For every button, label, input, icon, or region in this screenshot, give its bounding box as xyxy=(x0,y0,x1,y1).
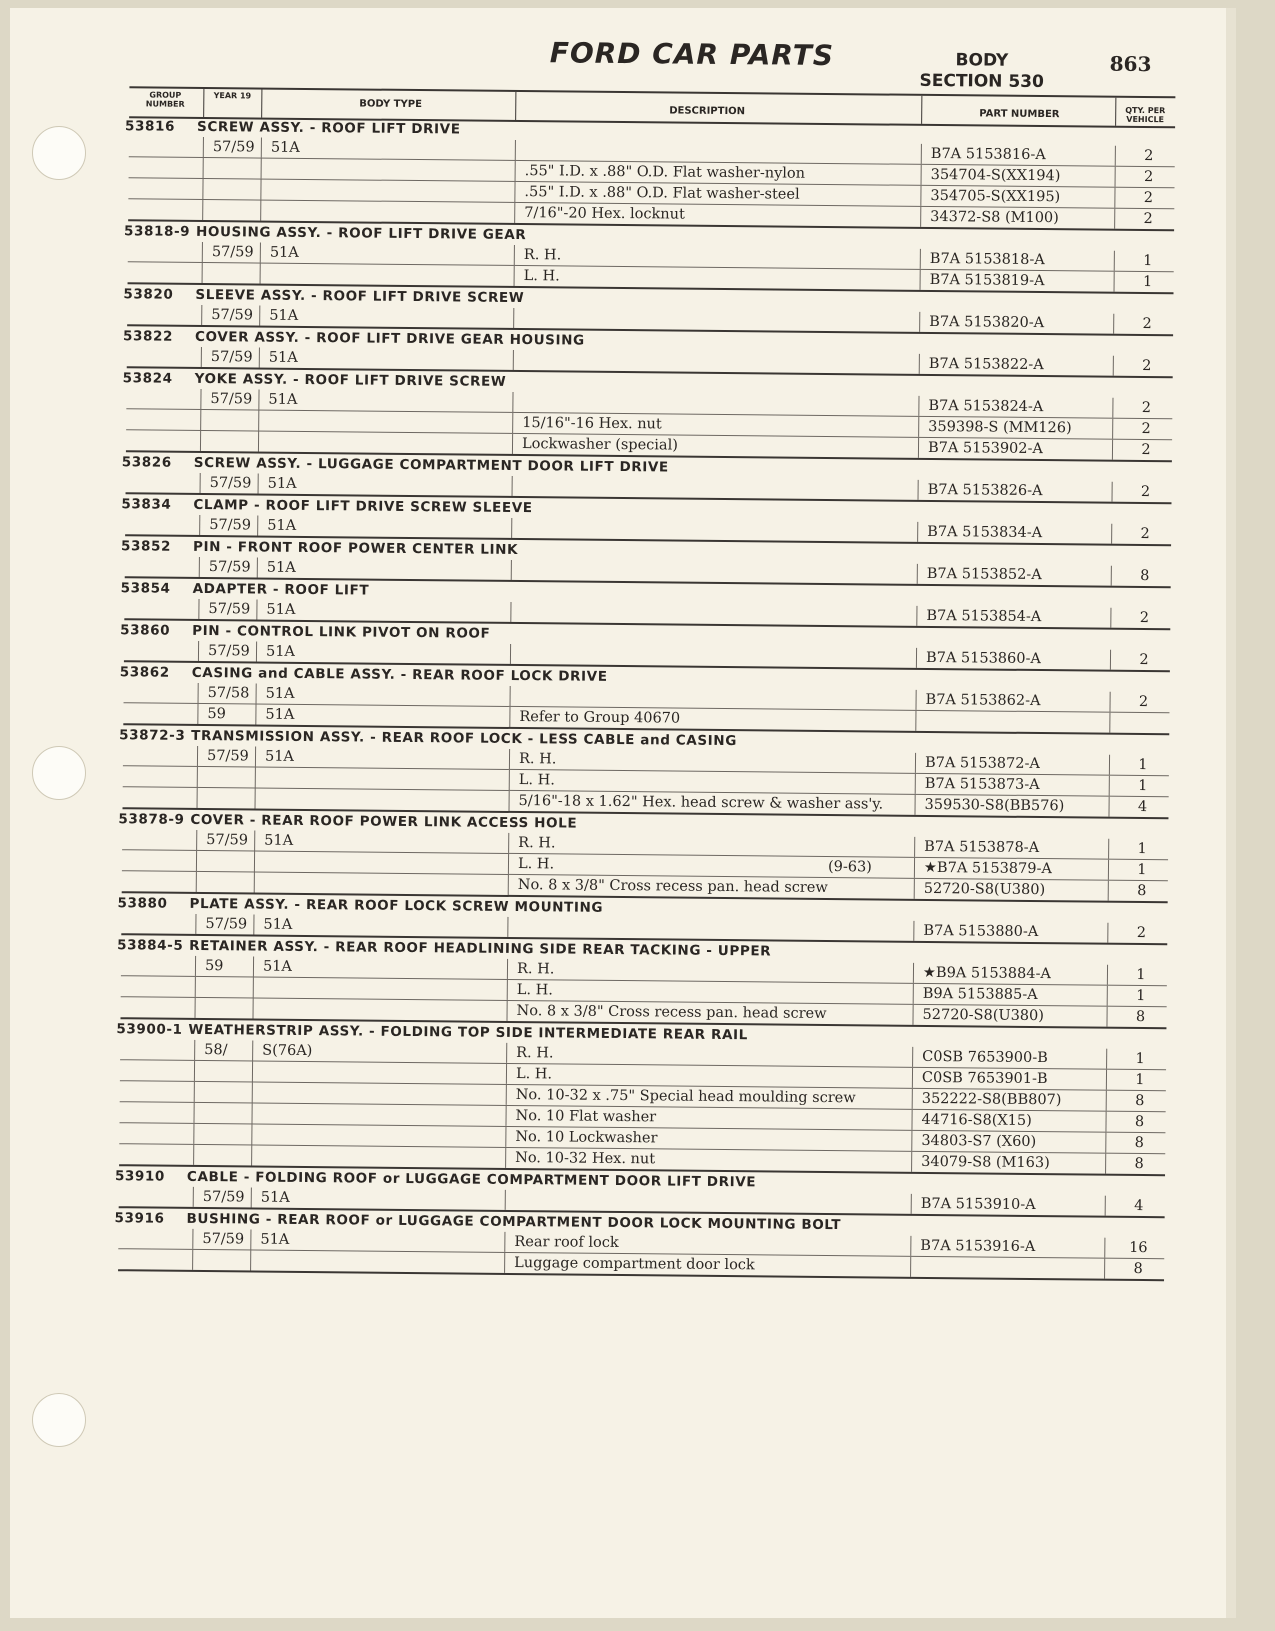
page-number: 863 xyxy=(1109,51,1152,77)
description-cell: No. 10-32 x .75" Special head moulding screw xyxy=(515,1087,856,1107)
part-number-cell: C0SB 7653901-B xyxy=(921,1069,1048,1088)
part-number-cell: B7A 5153854-A xyxy=(926,607,1042,626)
qty-cell: 1 xyxy=(1137,861,1147,879)
qty-cell: 2 xyxy=(1142,316,1152,333)
year-cell: 57/59 xyxy=(208,601,251,618)
body-type-cell: 51A xyxy=(265,706,295,723)
col-description: DESCRIPTION xyxy=(669,105,746,118)
year-cell: 57/59 xyxy=(209,517,252,534)
body-type-cell: S(76A) xyxy=(262,1042,313,1060)
year-cell: 57/59 xyxy=(208,559,251,576)
part-number-cell: B7A 5153824-A xyxy=(928,397,1044,416)
qty-cell: 1 xyxy=(1135,1071,1145,1089)
col-qty: QTY. PER VEHICLE xyxy=(1125,105,1166,125)
part-number-cell: B9A 5153885-A xyxy=(922,985,1038,1004)
qty-cell: 4 xyxy=(1134,1197,1144,1215)
description-cell: R. H. xyxy=(516,961,555,978)
qty-cell: 1 xyxy=(1142,274,1153,291)
part-group xyxy=(124,116,1175,231)
group-title: CLAMP - ROOF LIFT DRIVE SCREW SLEEVE xyxy=(193,496,533,517)
part-number-cell: B7A 5153819-A xyxy=(929,271,1045,290)
description-cell: Rear roof lock xyxy=(514,1234,619,1252)
part-number-cell: B7A 5153822-A xyxy=(928,355,1044,374)
qty-cell: 1 xyxy=(1136,987,1146,1005)
qty-cell: 8 xyxy=(1135,1008,1146,1026)
group-title: COVER ASSY. - ROOF LIFT DRIVE GEAR HOUSING xyxy=(194,328,585,349)
year-cell: 57/59 xyxy=(202,1189,245,1206)
part-group xyxy=(119,662,1170,735)
year-cell: 57/59 xyxy=(205,916,248,933)
qty-cell: 1 xyxy=(1137,840,1147,858)
group-number: 53816 xyxy=(124,118,176,135)
body-type-cell: 51A xyxy=(263,916,293,933)
part-number-cell: B7A 5153820-A xyxy=(929,313,1045,332)
year-cell: 59 xyxy=(204,958,224,975)
group-title: YOKE ASSY. - ROOF LIFT DRIVE SCREW xyxy=(194,370,507,390)
body-type-cell: 51A xyxy=(270,139,300,156)
part-number-cell: B7A 5153878-A xyxy=(924,838,1040,857)
qty-cell: 8 xyxy=(1133,1260,1143,1278)
group-number: 53860 xyxy=(120,622,171,639)
year-cell: 58/ xyxy=(204,1042,228,1059)
col-part-number: PART NUMBER xyxy=(979,108,1060,121)
qty-cell: 8 xyxy=(1135,1092,1145,1110)
group-title: SLEEVE ASSY. - ROOF LIFT DRIVE SCREW xyxy=(195,286,525,307)
group-number: 53854 xyxy=(120,580,171,597)
part-number-cell: B7A 5153902-A xyxy=(927,439,1044,458)
part-number-cell: B7A 5153816-A xyxy=(930,145,1046,164)
group-title: SCREW ASSY. - LUGGAGE COMPARTMENT DOOR LIFT DRIVE xyxy=(193,454,669,476)
qty-cell: 2 xyxy=(1139,609,1150,627)
body-type-cell: 51A xyxy=(265,685,295,702)
description-cell: Refer to Group 40670 xyxy=(519,709,681,727)
group-title: CASING and CABLE ASSY. - REAR ROOF LOCK DRIVE xyxy=(191,664,608,685)
col-group-number: GROUP NUMBER xyxy=(145,90,185,109)
qty-cell: 2 xyxy=(1143,211,1153,228)
description-cell: 15/16"-16 Hex. nut xyxy=(522,415,662,433)
group-title: HOUSING ASSY. - ROOF LIFT DRIVE GEAR xyxy=(195,223,527,244)
body-type-cell: 51A xyxy=(260,1231,290,1248)
qty-cell: 4 xyxy=(1137,798,1148,816)
qty-cell: 2 xyxy=(1141,399,1152,417)
description-cell: L. H. xyxy=(523,268,560,285)
part-number-cell: B7A 5153862-A xyxy=(925,691,1041,710)
col-body-type: BODY TYPE xyxy=(359,98,422,111)
description-cell: No. 10 Lockwasher xyxy=(515,1129,658,1147)
group-title: ADAPTER - ROOF LIFT xyxy=(192,580,370,599)
description-cell: .55" I.D. x .88" O.D. Flat washer-nylon xyxy=(524,163,806,182)
part-number-cell: B7A 5153872-A xyxy=(924,754,1040,773)
part-number-cell: B7A 5153826-A xyxy=(927,481,1043,500)
part-number-cell: 34079-S8 (M163) xyxy=(921,1153,1050,1172)
group-number: 53824 xyxy=(122,370,173,387)
year-cell: 57/59 xyxy=(209,475,252,492)
qty-cell: 8 xyxy=(1134,1134,1145,1152)
parts-document xyxy=(102,28,1182,1278)
year-cell: 57/59 xyxy=(206,748,249,765)
group-number: 53910 xyxy=(114,1168,166,1185)
group-number: 53878-9 xyxy=(118,811,185,828)
group-title: SCREW ASSY. - ROOF LIFT DRIVE xyxy=(196,118,461,138)
part-number-cell: ★B7A 5153879-A xyxy=(923,859,1052,878)
year-cell: 57/59 xyxy=(210,391,253,408)
part-number-cell: 34803-S7 (X60) xyxy=(921,1132,1037,1151)
part-group xyxy=(118,809,1169,903)
body-type-cell: 51A xyxy=(264,748,295,765)
description-cell: No. 10-32 Hex. nut xyxy=(515,1150,656,1168)
body-type-cell: 51A xyxy=(266,601,296,618)
group-number: 53884-5 xyxy=(117,937,184,954)
body-type-cell: 51A xyxy=(266,559,296,576)
qty-cell: 2 xyxy=(1138,693,1149,711)
description-cell: L. H. xyxy=(515,1066,553,1083)
year-cell: 59 xyxy=(207,706,226,723)
group-number: 53916 xyxy=(114,1210,165,1227)
description-cell: Luggage compartment door lock xyxy=(514,1255,755,1274)
group-title: WEATHERSTRIP ASSY. - FOLDING TOP SIDE INTERMEDIATE REAR RAIL xyxy=(188,1021,748,1044)
qty-cell: 2 xyxy=(1136,924,1147,942)
body-type-cell: 51A xyxy=(269,307,299,324)
part-number-cell: 34372-S8 (M100) xyxy=(930,208,1059,227)
description-cell: .55" I.D. x .88" O.D. Flat washer-steel xyxy=(524,184,800,203)
year-cell: 57/59 xyxy=(210,349,253,366)
description-cell: L. H. xyxy=(516,982,553,999)
part-number-cell: 352222-S8(BB807) xyxy=(921,1090,1062,1109)
part-group xyxy=(116,1019,1166,1176)
description-cell: R. H. xyxy=(516,1045,554,1062)
part-number-cell: C0SB 7653900-B xyxy=(922,1048,1048,1067)
body-type-cell: 51A xyxy=(269,244,299,261)
part-number-cell: B7A 5153916-A xyxy=(920,1237,1036,1256)
body-type-cell: 51A xyxy=(265,643,296,660)
group-number: 53826 xyxy=(121,454,172,471)
qty-cell: 8 xyxy=(1134,1113,1145,1131)
parts-table xyxy=(114,116,1175,1281)
part-number-cell: B7A 5153852-A xyxy=(926,565,1042,584)
body-type-cell: 51A xyxy=(264,832,294,849)
date-note-cell: (9-63) xyxy=(827,859,872,876)
qty-cell: 2 xyxy=(1140,525,1150,543)
qty-cell: 1 xyxy=(1136,966,1146,984)
qty-cell: 2 xyxy=(1140,483,1151,501)
group-number: 53862 xyxy=(119,664,170,681)
part-number-cell: 354705-S(XX195) xyxy=(930,187,1061,206)
qty-cell: 2 xyxy=(1142,358,1152,375)
body-type-cell: 51A xyxy=(268,391,298,408)
body-type-cell: 51A xyxy=(262,958,293,975)
group-number: 53852 xyxy=(120,538,172,555)
description-cell: 5/16"-18 x 1.62" Hex. head screw & washer ass'y. xyxy=(518,793,884,813)
part-group xyxy=(123,221,1175,294)
description-cell: R. H. xyxy=(523,247,562,264)
qty-cell: 1 xyxy=(1138,777,1148,795)
part-number-cell: 354704-S(XX194) xyxy=(930,166,1061,185)
qty-cell: 8 xyxy=(1140,567,1150,585)
qty-cell: 2 xyxy=(1143,190,1154,207)
year-cell: 57/59 xyxy=(206,832,249,849)
qty-cell: 2 xyxy=(1141,420,1151,438)
description-cell: 7/16"-20 Hex. locknut xyxy=(524,205,685,223)
description-cell: R. H. xyxy=(518,751,557,768)
part-group xyxy=(119,725,1170,819)
part-number-cell: ★B9A 5153884-A xyxy=(922,964,1051,983)
part-group xyxy=(122,368,1173,462)
qty-cell: 1 xyxy=(1138,756,1148,774)
description-cell: No. 8 x 3/8" Cross recess pan. head screw xyxy=(517,877,828,897)
group-title: PIN - CONTROL LINK PIVOT ON ROOF xyxy=(192,622,491,642)
part-number-cell: 359398-S (MM126) xyxy=(928,418,1072,437)
group-title: BUSHING - REAR ROOF or LUGGAGE COMPARTMENT DOOR LOCK MOUNTING BOLT xyxy=(186,1210,842,1234)
part-number-cell: 52720-S8(U380) xyxy=(922,1006,1045,1025)
group-title: COVER - REAR ROOF POWER LINK ACCESS HOLE xyxy=(190,811,578,832)
group-number: 53872-3 xyxy=(119,727,186,744)
part-number-cell: B7A 5153834-A xyxy=(927,523,1043,542)
year-cell: 57/59 xyxy=(211,244,254,261)
part-number-cell: 359530-S8(BB576) xyxy=(924,796,1065,815)
binder-hole xyxy=(32,126,86,180)
col-year: YEAR 19 xyxy=(213,91,252,101)
qty-cell: 16 xyxy=(1129,1239,1148,1257)
description-cell: R. H. xyxy=(518,835,556,852)
group-title: RETAINER ASSY. - REAR ROOF HEADLINING SIDE REAR TACKING - UPPER xyxy=(189,937,772,960)
part-number-cell: 52720-S8(U380) xyxy=(923,880,1046,899)
group-number: 53818-9 xyxy=(123,223,191,240)
group-title: TRANSMISSION ASSY. - REAR ROOF LOCK - LESS CABLE and CASING xyxy=(191,727,737,750)
binder-hole xyxy=(32,746,86,800)
year-cell: 57/59 xyxy=(212,139,255,156)
binder-hole xyxy=(32,1393,86,1447)
body-type-cell: 51A xyxy=(260,1189,290,1206)
part-number-cell: B7A 5153910-A xyxy=(920,1195,1036,1214)
description-cell: No. 10 Flat washer xyxy=(515,1108,657,1126)
description-cell: Lockwasher (special) xyxy=(521,436,678,454)
qty-cell: 2 xyxy=(1143,169,1154,186)
description-cell: L. H. xyxy=(518,772,555,789)
qty-cell: 2 xyxy=(1141,441,1151,459)
part-number-cell: B7A 5153873-A xyxy=(924,775,1040,794)
group-title: CABLE - FOLDING ROOF or LUGGAGE COMPARTMENT DOOR LIFT DRIVE xyxy=(186,1168,757,1191)
group-number: 53834 xyxy=(121,496,172,513)
catalog-page xyxy=(10,8,1236,1618)
part-number-cell: B7A 5153860-A xyxy=(925,649,1041,668)
year-cell: 57/59 xyxy=(211,307,254,324)
group-number: 53900-1 xyxy=(116,1021,183,1038)
group-title: PIN - FRONT ROOF POWER CENTER LINK xyxy=(192,538,519,559)
year-cell: 57/59 xyxy=(202,1231,245,1248)
description-cell: No. 8 x 3/8" Cross recess pan. head screw xyxy=(516,1003,827,1023)
page-title: FORD CAR PARTS xyxy=(549,36,835,73)
body-type-cell: 51A xyxy=(267,517,297,534)
group-number: 53820 xyxy=(123,286,174,303)
year-cell: 57/59 xyxy=(207,643,250,660)
description-cell: L. H. xyxy=(517,856,555,873)
part-group xyxy=(114,1208,1165,1281)
part-number-cell: B7A 5153880-A xyxy=(923,922,1039,941)
part-number-cell: 44716-S8(X15) xyxy=(921,1111,1032,1129)
section-label: BODY SECTION 530 xyxy=(919,50,1044,93)
part-number-cell: B7A 5153818-A xyxy=(929,250,1045,269)
part-group xyxy=(117,935,1167,1029)
qty-cell: 1 xyxy=(1135,1050,1145,1068)
qty-cell: 2 xyxy=(1139,651,1149,669)
group-number: 53822 xyxy=(122,328,174,345)
body-type-cell: 51A xyxy=(268,349,298,366)
qty-cell: 8 xyxy=(1134,1155,1144,1173)
group-number: 53880 xyxy=(117,895,168,912)
body-type-cell: 51A xyxy=(267,475,297,492)
qty-cell: 1 xyxy=(1143,253,1153,270)
group-title: PLATE ASSY. - REAR ROOF LOCK SCREW MOUNTING xyxy=(189,895,604,916)
qty-cell: 2 xyxy=(1144,148,1154,165)
year-cell: 57/58 xyxy=(207,685,250,702)
qty-cell: 8 xyxy=(1137,882,1147,900)
